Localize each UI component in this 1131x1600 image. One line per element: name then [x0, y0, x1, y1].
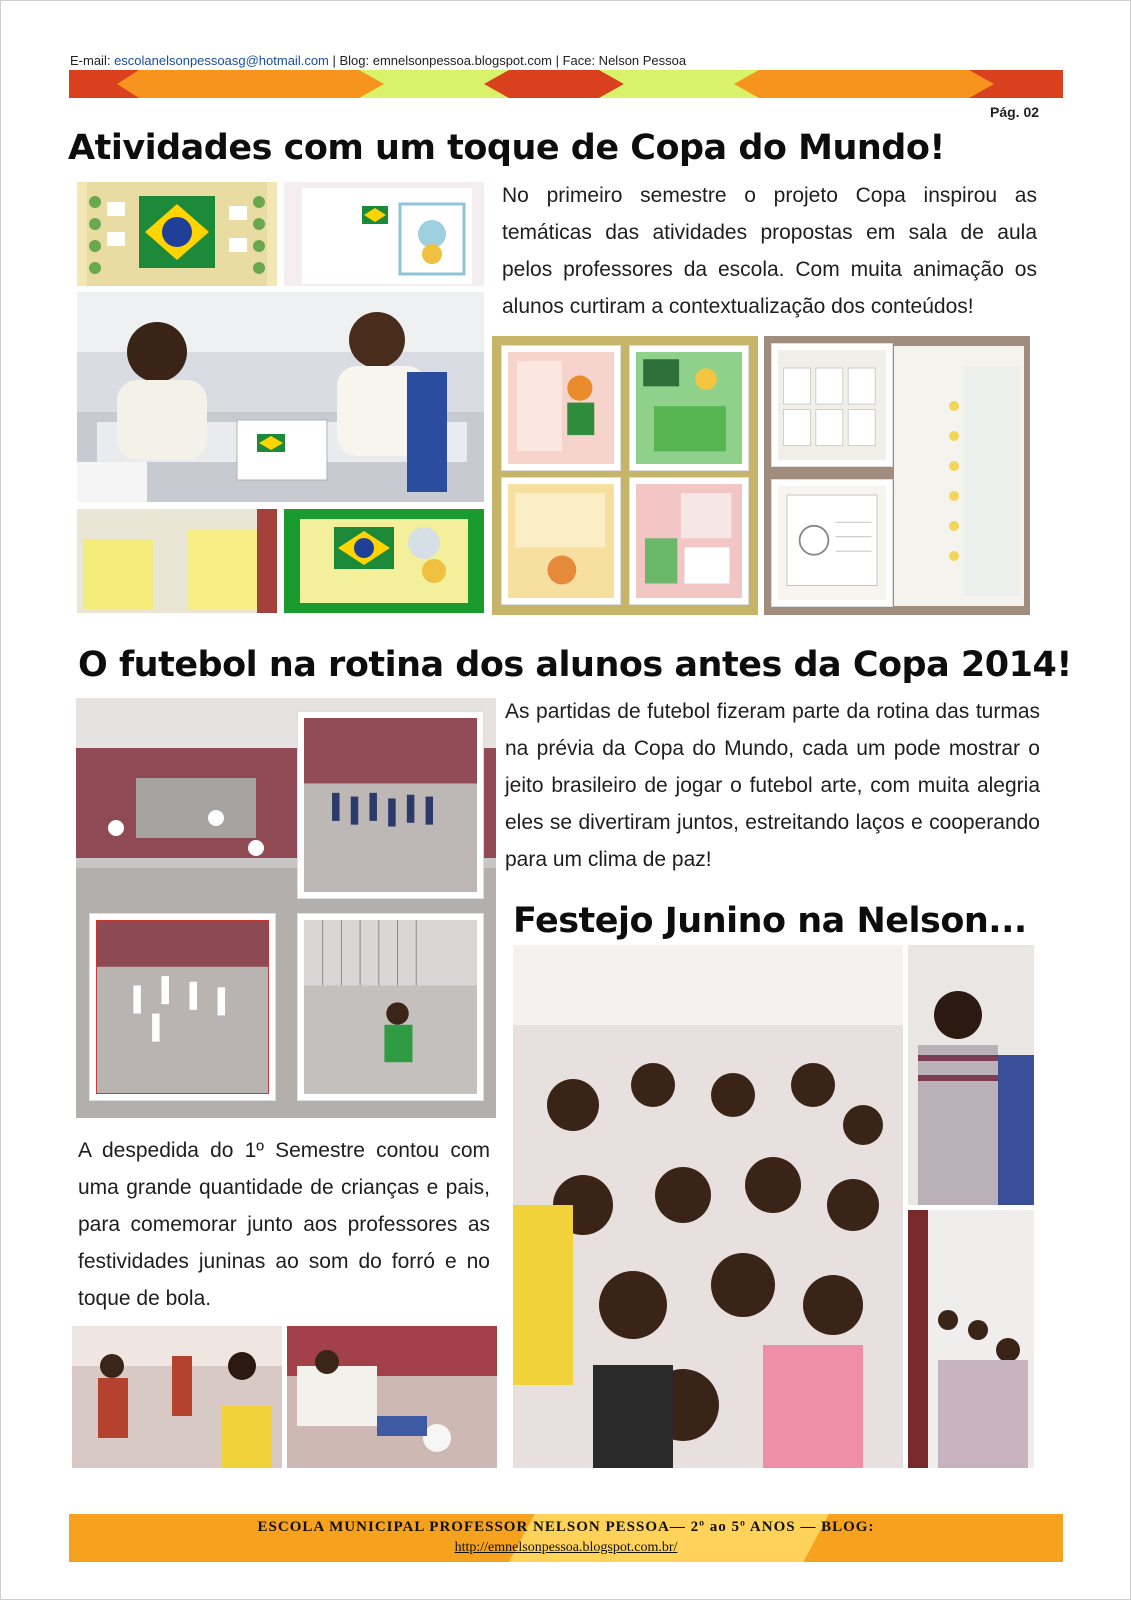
photo-children-sitting [72, 1326, 282, 1468]
photo-students-reading [77, 292, 484, 502]
email-label: E-mail: [70, 53, 115, 68]
section-title-copa-activities: Atividades com um toque de Copa do Mundo! [68, 128, 945, 168]
photo-poster-copa-do-mundo [502, 478, 620, 604]
photo-boy-with-ball [287, 1326, 497, 1468]
separator: | [551, 53, 563, 68]
footer-school-name: ESCOLA MUNICIPAL PROFESSOR NELSON PESSOA— 2º ao 5º ANOS — BLOG: [257, 1519, 875, 1535]
photo-crowd-festa [513, 945, 903, 1468]
paragraph-football-routine: As partidas de futebol fizeram parte da rotina das turmas na prévia da Copa do Mundo, cada um pode mostrar o jeito brasileiro de jogar o futebol arte, com muita alegria eles se divertiram juntos, estreitando laços e cooperando para um clima de paz! [505, 700, 1040, 871]
photo-collage-posters [492, 336, 758, 615]
paragraph-copa-activities: No primeiro semestre o projeto Copa inspirou as temáticas das atividades propostas em sala de aula pelos professores da escola. Com muita animação os alunos curtiram a contextualização dos conteúdos! [502, 184, 1037, 318]
photo-worksheet-bottom [772, 480, 892, 606]
photo-yellow-posters [77, 509, 277, 613]
photo-poster-collage [630, 478, 748, 604]
footer-blog-link[interactable]: http://emnelsonpessoa.blogspot.com.br/ [454, 1540, 678, 1555]
photo-football-teacher [298, 914, 483, 1100]
page-number: Pág. 02 [990, 104, 1040, 120]
photo-flag-poster [284, 509, 484, 613]
photo-football-circle [90, 914, 275, 1100]
photo-poster-brasil [630, 346, 748, 470]
contact-line [70, 53, 686, 68]
photo-man-phone [908, 945, 1034, 1205]
photo-collage-worksheets [764, 336, 1030, 615]
footer-bar [69, 1514, 1063, 1562]
section-title-football-routine: O futebol na rotina dos alunos antes da Copa 2014! [78, 645, 1072, 685]
photo-collage-football [76, 698, 496, 1118]
photo-football-group [298, 712, 483, 898]
header-banner [69, 70, 1063, 98]
blog-link[interactable]: Blog: emnelsonpessoa.blogspot.com [339, 53, 552, 68]
photo-crowd-entrance [908, 1210, 1034, 1468]
paragraph-festa-junina: A despedida do 1º Semestre contou com uma grande quantidade de crianças e pais, para comemorar junto aos professores as festividades juninas ao som do forró e no toque de bola. [78, 1139, 490, 1310]
photo-flag-wall [77, 182, 277, 286]
facebook-link[interactable]: Face: Nelson Pessoa [562, 53, 687, 68]
email-link[interactable]: escolanelsonpessoasg@hotmail.com [114, 53, 329, 68]
photo-worksheet-top [772, 344, 892, 466]
section-title-festa-junina: Festejo Junino na Nelson... [513, 901, 1027, 941]
photo-poster-drawing [502, 346, 620, 470]
photo-flag-drawing [284, 182, 484, 286]
separator: | [328, 53, 340, 68]
